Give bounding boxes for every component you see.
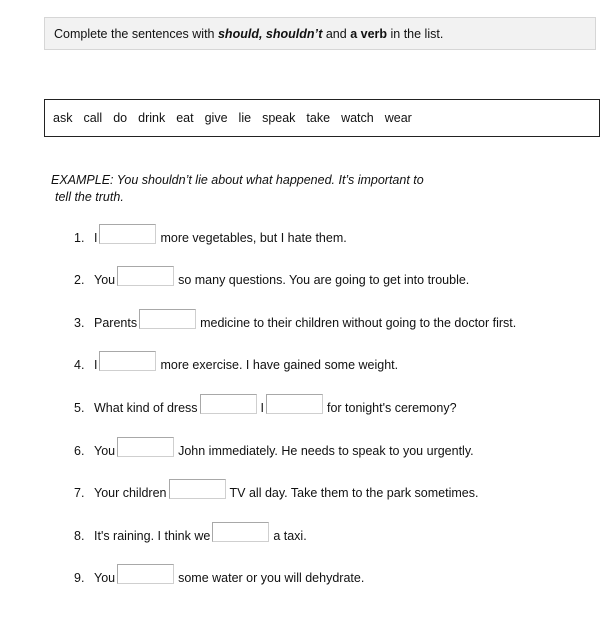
item-text-before: You <box>94 444 116 458</box>
exercise-item-4 <box>74 353 398 377</box>
instruction-box <box>44 17 596 50</box>
item-text-after: more vegetables, but I hate them. <box>160 231 347 245</box>
instruction-verb-phrase: a verb <box>350 26 388 41</box>
item-text-after: for tonight's ceremony? <box>327 401 457 415</box>
word-lie: lie <box>238 111 252 125</box>
answer-blank[interactable] <box>139 309 196 329</box>
exercise-item-7 <box>74 481 478 505</box>
word-ask: ask <box>53 111 73 125</box>
item-text-middle: I <box>260 401 264 415</box>
item-number: 2. <box>74 273 85 287</box>
exercise-item-6 <box>74 439 474 463</box>
item-number: 3. <box>74 316 85 330</box>
item-text-before: You <box>94 273 116 287</box>
word-speak: speak <box>262 111 296 125</box>
item-text-after: some water or you will dehydrate. <box>178 571 365 585</box>
item-text-before: I <box>94 231 98 245</box>
exercise-item-5 <box>74 396 457 420</box>
item-number: 7. <box>74 486 85 500</box>
answer-blank-2[interactable] <box>266 394 323 414</box>
word-take: take <box>306 111 331 125</box>
word-list-box <box>44 99 600 137</box>
word-eat: eat <box>176 111 194 125</box>
word-call: call <box>83 111 103 125</box>
word-do: do <box>113 111 128 125</box>
item-number: 9. <box>74 571 85 585</box>
item-text-after: TV all day. Take them to the park sometimes. <box>229 486 479 500</box>
instruction-modals: should, shouldn’t <box>217 26 323 41</box>
answer-blank[interactable] <box>99 351 156 371</box>
item-number: 6. <box>74 444 85 458</box>
item-text-after: a taxi. <box>273 529 307 543</box>
exercise-item-9 <box>74 566 364 590</box>
item-text-before: Your children <box>94 486 167 500</box>
answer-blank[interactable] <box>99 224 156 244</box>
word-wear: wear <box>384 111 412 125</box>
exercise-item-2 <box>74 268 469 292</box>
item-text-before: What kind of dress <box>94 401 198 415</box>
answer-blank[interactable] <box>212 522 269 542</box>
word-give: give <box>204 111 228 125</box>
item-number: 5. <box>74 401 85 415</box>
item-text-before: It's raining. I think we <box>94 529 211 543</box>
answer-blank[interactable] <box>117 266 174 286</box>
item-text-after: more exercise. I have gained some weight. <box>160 358 399 372</box>
instruction-suffix: in the list. <box>387 26 444 41</box>
example-line-2: tell the truth. <box>55 190 124 204</box>
instruction-middle: and <box>322 26 351 41</box>
item-text-after: John immediately. He needs to speak to you urgently. <box>178 444 474 458</box>
exercise-item-8 <box>74 524 307 548</box>
answer-blank-1[interactable] <box>200 394 257 414</box>
item-text-after: so many questions. You are going to get into trouble. <box>178 273 470 287</box>
item-text-before: I <box>94 358 98 372</box>
item-text-after: medicine to their children without going to the doctor first. <box>200 316 517 330</box>
exercise-item-1 <box>74 226 347 250</box>
item-number: 4. <box>74 358 85 372</box>
item-text-before: You <box>94 571 116 585</box>
item-number: 1. <box>74 231 85 245</box>
answer-blank[interactable] <box>169 479 226 499</box>
item-text-before: Parents <box>94 316 138 330</box>
answer-blank[interactable] <box>117 564 174 584</box>
exercise-item-3 <box>74 311 516 335</box>
example-line-1: EXAMPLE: You shouldn’t lie about what happened. It’s important to <box>51 173 424 187</box>
instruction-prefix: Complete the sentences with <box>54 26 218 41</box>
word-watch: watch <box>341 111 374 125</box>
example-sentence <box>51 172 471 206</box>
answer-blank[interactable] <box>117 437 174 457</box>
word-drink: drink <box>138 111 166 125</box>
item-number: 8. <box>74 529 85 543</box>
